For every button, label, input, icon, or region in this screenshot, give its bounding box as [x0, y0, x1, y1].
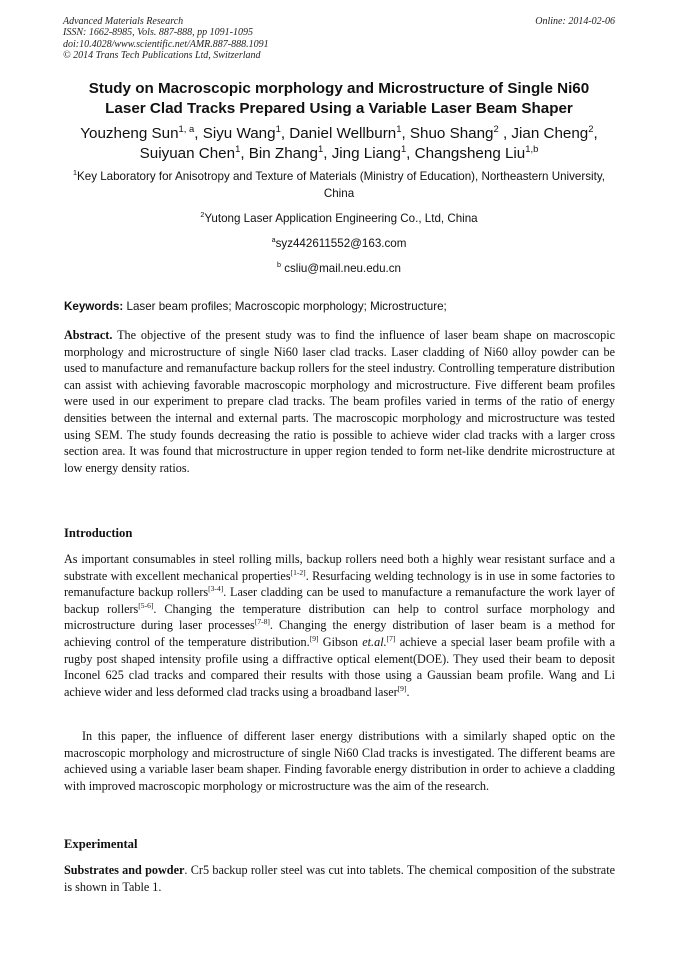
- italic-text: et.al.: [362, 634, 387, 649]
- paragraph-text: achieve a special laser beam profile with a rugby post shaped intensity profile using a diffractive optical element(DOE). They used their beam to deposit Inconel 625 clad tracks and compared their results with those using a Gaussian beam profile. Wang and Li achieve wider and less deformed clad tracks using a broadband laser: [64, 634, 615, 699]
- abstract-text: The objective of the present study was to find the influence of laser beam shape on macroscopic morphology and microstructure of single Ni60 laser clad tracks. Laser cladding of Ni60 alloy powder can be used to manufacture and remanufacture backup rollers for the steel industry. Controlling temperature distribution can assist with achieving favorable macroscopic morphology and microstructure. Five different beam profiles were used in our experiment to prepare clad tracks. The beam profiles varied in terms of the ratio of energy densities between the internal and external parts. The macroscopic morphology and microstructure was tested using SEM. The study founds decreasing the ratio is possible to achieve wider clad tracks with a larger cross section area. It was found that microstructure in upper region tended to form net-like dendrite microstructure at low energy density ratios.: [64, 328, 615, 475]
- citation: [9]: [397, 683, 407, 693]
- email-a-text: syz442611552@163.com: [275, 237, 407, 250]
- author-name: Changsheng Liu: [414, 145, 526, 162]
- citation: [9]: [309, 633, 319, 643]
- citation: [7-8]: [254, 617, 270, 627]
- author-separator: ,: [593, 125, 598, 142]
- citation: [1-2]: [290, 567, 306, 577]
- journal-header: [63, 16, 269, 62]
- affiliation-1-sup: 1: [73, 168, 78, 178]
- author-affiliation-sup: 1: [235, 142, 241, 154]
- author-separator: ,: [401, 125, 410, 142]
- author-affiliation-sup: 1: [396, 122, 402, 134]
- email-a-sup: a: [271, 235, 276, 245]
- abstract-label: Abstract.: [64, 328, 113, 342]
- journal-name: Advanced Materials Research: [63, 16, 184, 27]
- keywords-text: Laser beam profiles; Macroscopic morphology; Microstructure;: [123, 300, 447, 313]
- author-name: Siyu Wang: [202, 125, 276, 142]
- email-b-text: csliu@mail.neu.edu.cn: [280, 262, 402, 275]
- paragraph-text: .: [406, 684, 410, 699]
- abstract: [64, 327, 615, 476]
- author-name: Shuo Shang: [409, 125, 494, 142]
- author-affiliation-sup: 1, a: [178, 122, 195, 134]
- journal-copyright: © 2014 Trans Tech Publications Ltd, Switzerland: [63, 50, 261, 62]
- journal-issn: ISSN: 1662-8985, Vols. 887-888, pp 1091-1095: [63, 27, 253, 39]
- author-name: Jian Cheng: [511, 125, 589, 142]
- author-name: Youzheng Sun: [80, 125, 179, 142]
- substrates-text: . Cr5 backup roller steel was cut into tablets. The chemical composition of the substrate is shown in Table 1.: [64, 863, 615, 894]
- title-line-1: Study on Macroscopic morphology and Microstructure of Single Ni60: [88, 80, 590, 97]
- substrates-paragraph: [64, 862, 615, 895]
- author-affiliation-sup: 1,b: [525, 142, 539, 154]
- affiliation-2-sup: 2: [200, 210, 205, 220]
- author-list: [55, 124, 623, 164]
- author-name: Bin Zhang: [248, 145, 318, 162]
- author-affiliation-sup: 1: [400, 142, 407, 154]
- author-separator: ,: [323, 145, 332, 162]
- substrates-label: Substrates and powder: [64, 863, 185, 877]
- author-name: Suiyuan Chen: [139, 145, 236, 162]
- journal-doi: doi:10.4028/www.scientific.net/AMR.887-888.1091: [63, 38, 269, 50]
- affiliation-1: [60, 168, 618, 202]
- keywords: [64, 299, 615, 315]
- affiliation-2-text: Yutong Laser Application Engineering Co., Ltd, China: [204, 212, 478, 225]
- experimental-heading: Experimental: [64, 837, 138, 851]
- email-b: [60, 260, 618, 277]
- citation: [7]: [386, 633, 396, 643]
- introduction-paragraph-1: [64, 551, 615, 700]
- author-name: Jing Liang: [331, 145, 401, 162]
- affiliation-2: [60, 210, 618, 227]
- author-affiliation-sup: 2: [588, 122, 594, 134]
- paragraph-text: . Resurfacing welding technology is in use in some factories to remanufacture backup rollers: [64, 568, 616, 600]
- paragraph-text: . Changing the temperature distribution can help to control surface morphology and microstructure during laser processes: [64, 601, 615, 633]
- affiliation-1-text: Key Laboratory for Anisotropy and Texture of Materials (Ministry of Education), Northeastern University, China: [77, 170, 605, 200]
- author-name: Daniel Wellburn: [289, 125, 397, 142]
- email-b-sup: b: [276, 260, 281, 270]
- paragraph-text: . Changing the energy distribution of laser beam is a method for achieving control of the temperature distribution.: [64, 618, 615, 649]
- introduction-paragraph-2: In this paper, the influence of different laser energy distributions with a similarly shaped optic on the macroscopic morphology and microstructure of single Ni60 Clad tracks is investigated. The different beams are achieved using a variable laser beam shaper. Finding favorable energy distribution in order to achieve a cladding with improved macroscopic morphology or microstructure was the aim of the research.: [64, 729, 615, 793]
- keywords-label: Keywords:: [64, 300, 124, 313]
- author-affiliation-sup: 1: [318, 142, 324, 154]
- paragraph-text: . Laser cladding can be used to manufacture a remanufacture the work layer of backup rollers: [64, 585, 615, 616]
- author-separator: ,: [240, 145, 249, 162]
- introduction-heading: Introduction: [64, 526, 133, 540]
- author-affiliation-sup: 2: [493, 122, 499, 134]
- citation: [3-4]: [208, 584, 224, 594]
- author-separator: ,: [406, 145, 415, 162]
- author-affiliation-sup: 1: [275, 122, 281, 134]
- online-date: Online: 2014-02-06: [535, 16, 615, 27]
- citation: [5-6]: [138, 600, 154, 610]
- paper-title: [60, 79, 618, 119]
- email-a: [60, 235, 618, 252]
- paragraph-text: As important consumables in steel rolling mills, backup rollers need both a highly wear resistant surface and a substrate with excellent mechanical properties: [64, 552, 615, 583]
- paragraph-text: Gibson: [318, 634, 363, 649]
- title-line-2: Laser Clad Tracks Prepared Using a Variable Laser Beam Shaper: [105, 100, 573, 117]
- author-separator: ,: [194, 125, 203, 142]
- author-separator: ,: [280, 125, 290, 142]
- author-separator: ,: [498, 125, 512, 142]
